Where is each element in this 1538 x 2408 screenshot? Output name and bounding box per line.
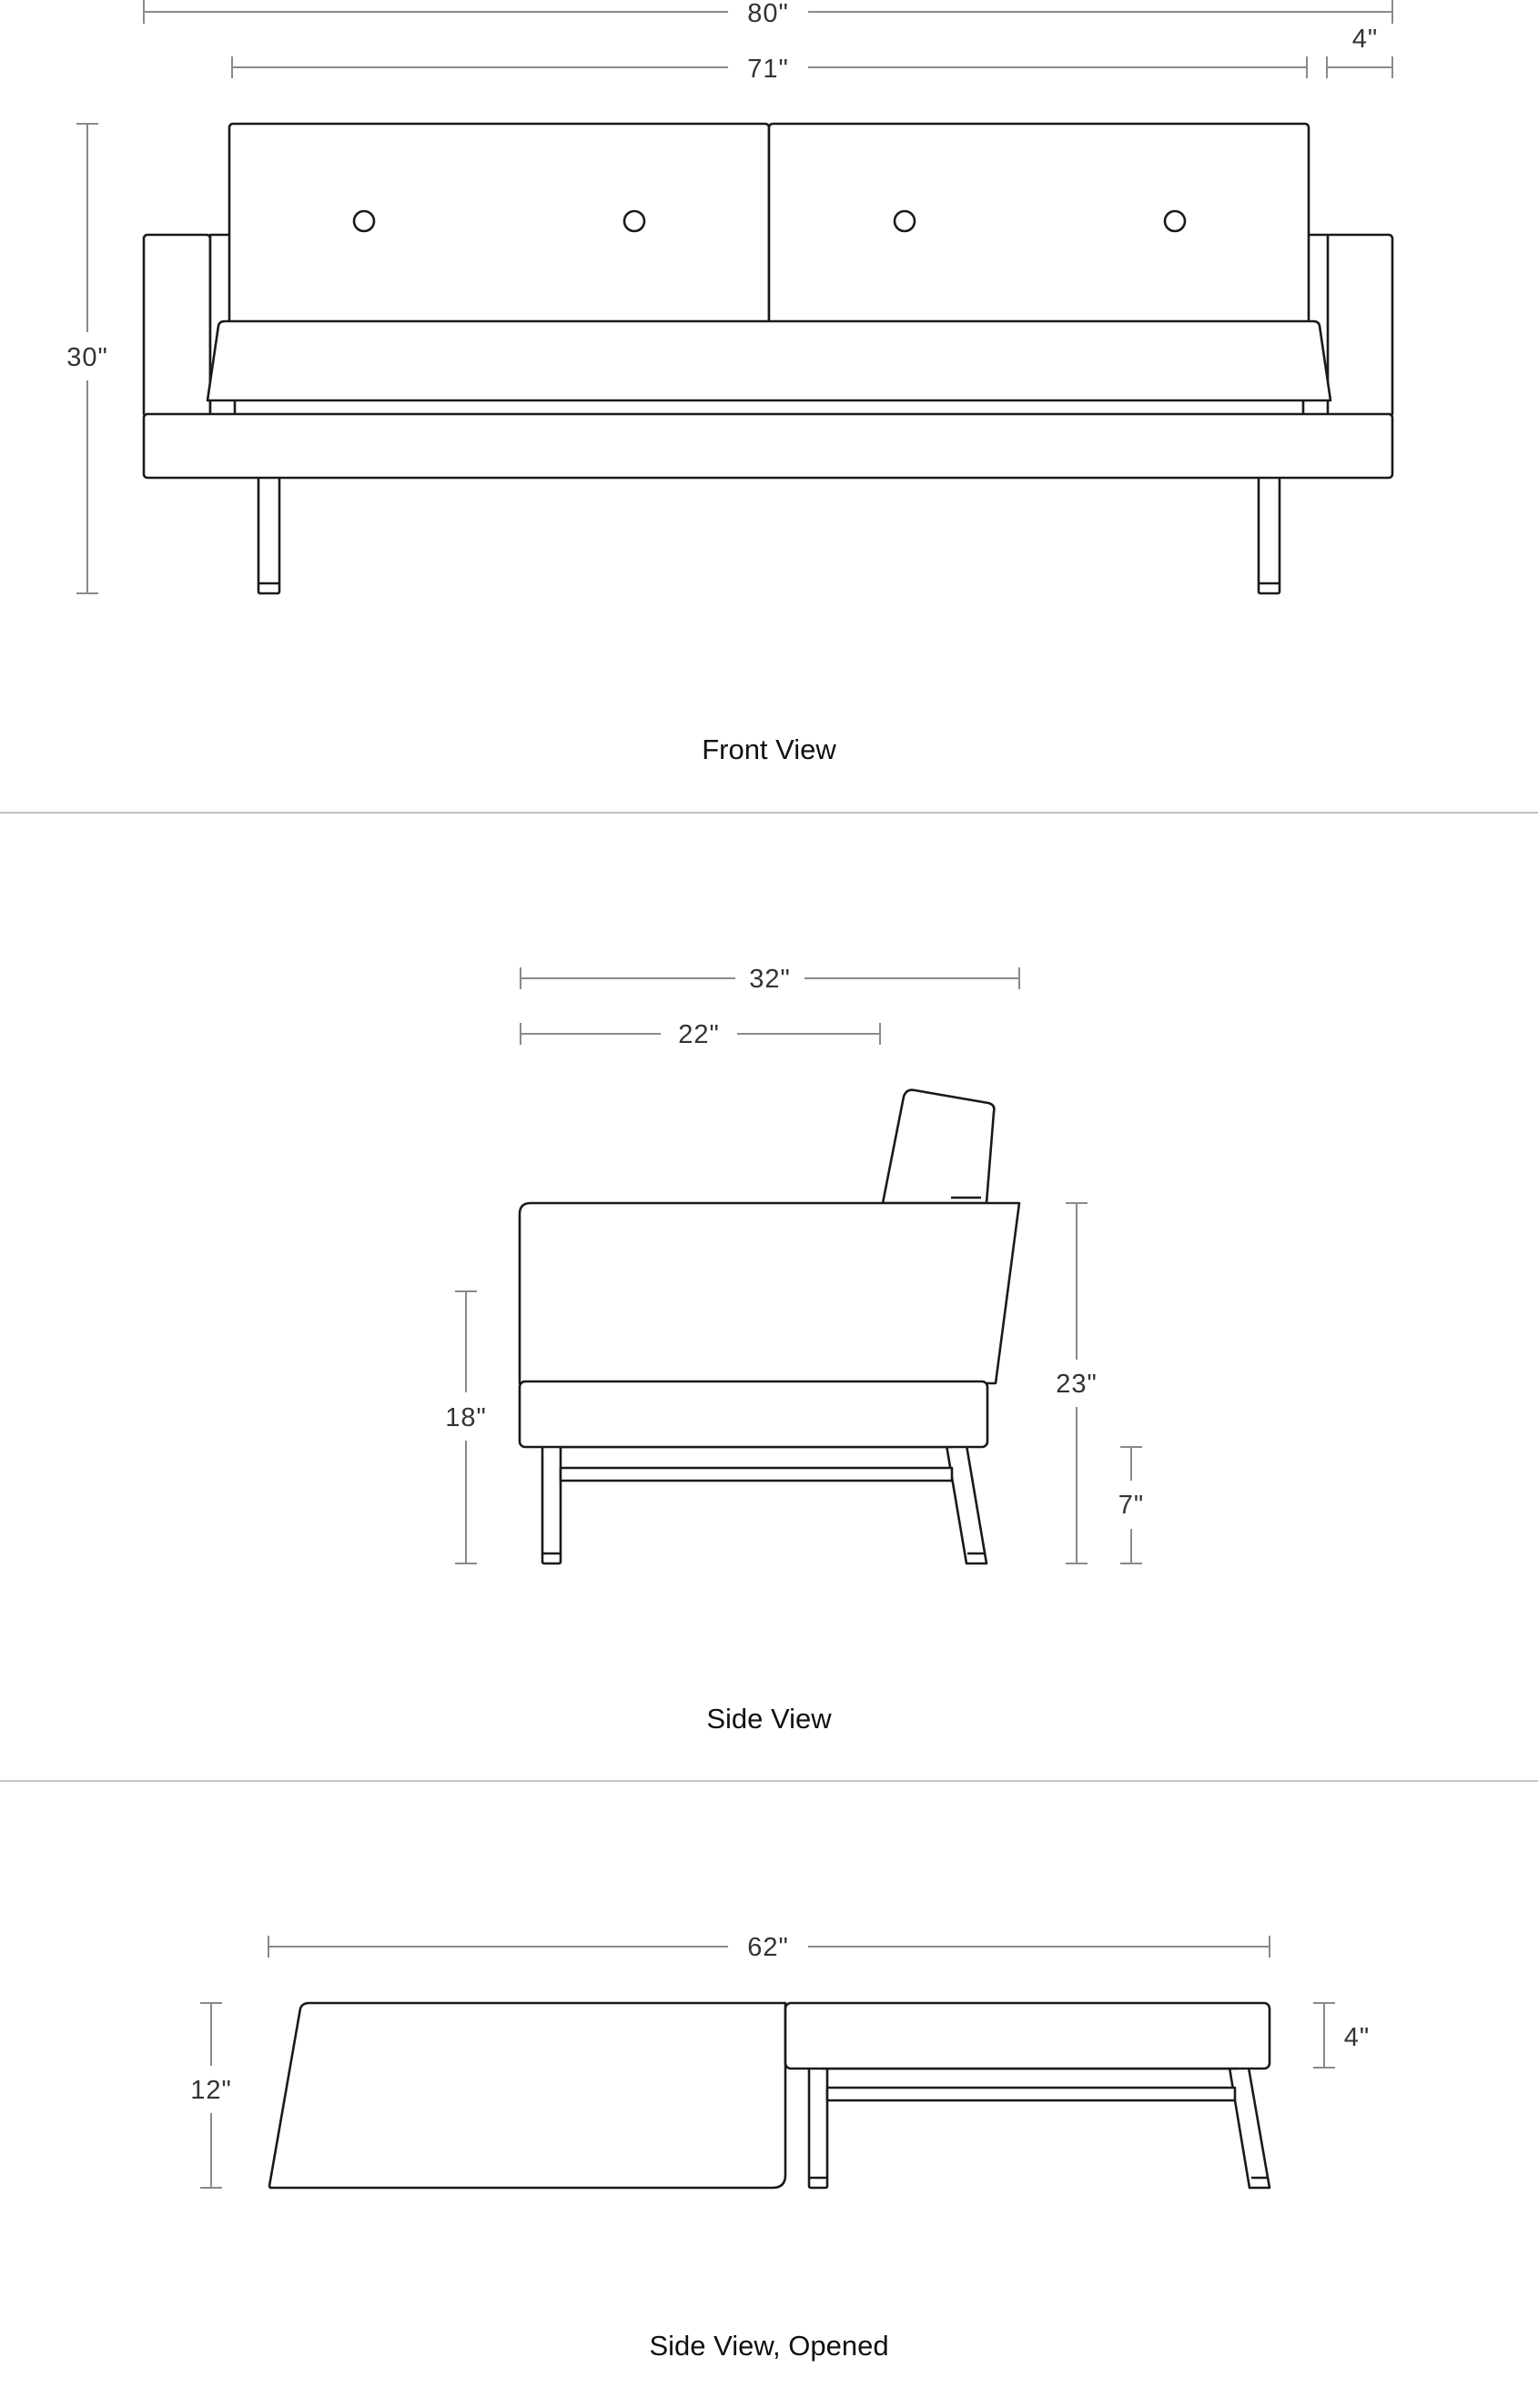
dimension-cushion-thickness [1313,2003,1370,2068]
side-view [445,965,1144,1735]
side-view-opened [190,1933,1370,2362]
back-cushion-left [229,124,769,324]
dimension-label-opened-height: 12" [190,2076,232,2105]
side-view-caption: Side View [706,1703,832,1735]
tufting-button [624,211,644,231]
side-view-opened-caption: Side View, Opened [649,2330,889,2362]
dimension-label-depth: 32" [749,965,791,994]
front-view-caption: Front View [702,734,836,765]
left-arm [144,235,210,417]
opened-front-leg [809,2068,827,2188]
dimension-seat-height [445,1291,487,1563]
opened-back-leg [1229,2068,1270,2188]
back-cushion-right [769,124,1309,324]
tufting-button [895,211,915,231]
dimension-inner-width [232,55,1307,84]
opened-seat-base [785,2003,1270,2069]
dimension-label-overall-width: 80" [747,0,789,28]
dimension-label-arm-width: 4" [1351,25,1379,54]
side-back-cushion [883,1090,994,1203]
dimension-label-height: 30" [66,343,108,372]
dimension-leg-height [1118,1447,1144,1563]
dimension-label-leg-height: 7" [1118,1491,1145,1520]
opened-back-panel [269,2003,785,2188]
sofa-base [144,414,1392,478]
dimension-arm-width [1327,25,1392,78]
side-back-leg [946,1445,987,1563]
tufting-button [1165,211,1185,231]
front-left-leg [258,477,279,593]
dimension-opened-length [268,1933,1270,1962]
dimension-label-opened-length: 62" [747,1933,789,1962]
dimension-overall-width [144,0,1392,28]
opened-stretcher [827,2088,1235,2100]
tufting-button [354,211,374,231]
side-front-leg [542,1445,561,1563]
right-arm [1326,235,1392,417]
side-arm [520,1203,1019,1383]
dimension-label-arm-height: 23" [1056,1370,1098,1399]
dimension-label-cushion-thickness: 4" [1343,2023,1371,2052]
dimension-opened-height [190,2003,232,2188]
sofa-opened-drawing [269,2003,1270,2188]
dimension-label-seat-height: 18" [445,1403,487,1432]
front-view [66,0,1392,765]
dimension-label-seat-depth: 22" [678,1020,720,1049]
side-stretcher [561,1468,952,1481]
seat-cushion [207,321,1331,400]
dimension-depth [521,965,1019,994]
dimension-seat-depth [521,1020,880,1049]
sofa-side-drawing [520,1090,1019,1563]
dimension-label-inner-width: 71" [747,55,789,84]
side-base [520,1381,987,1447]
sofa-front-drawing [144,124,1392,593]
dimension-arm-height [1056,1203,1098,1563]
front-right-leg [1259,477,1280,593]
dimension-height [66,124,108,593]
